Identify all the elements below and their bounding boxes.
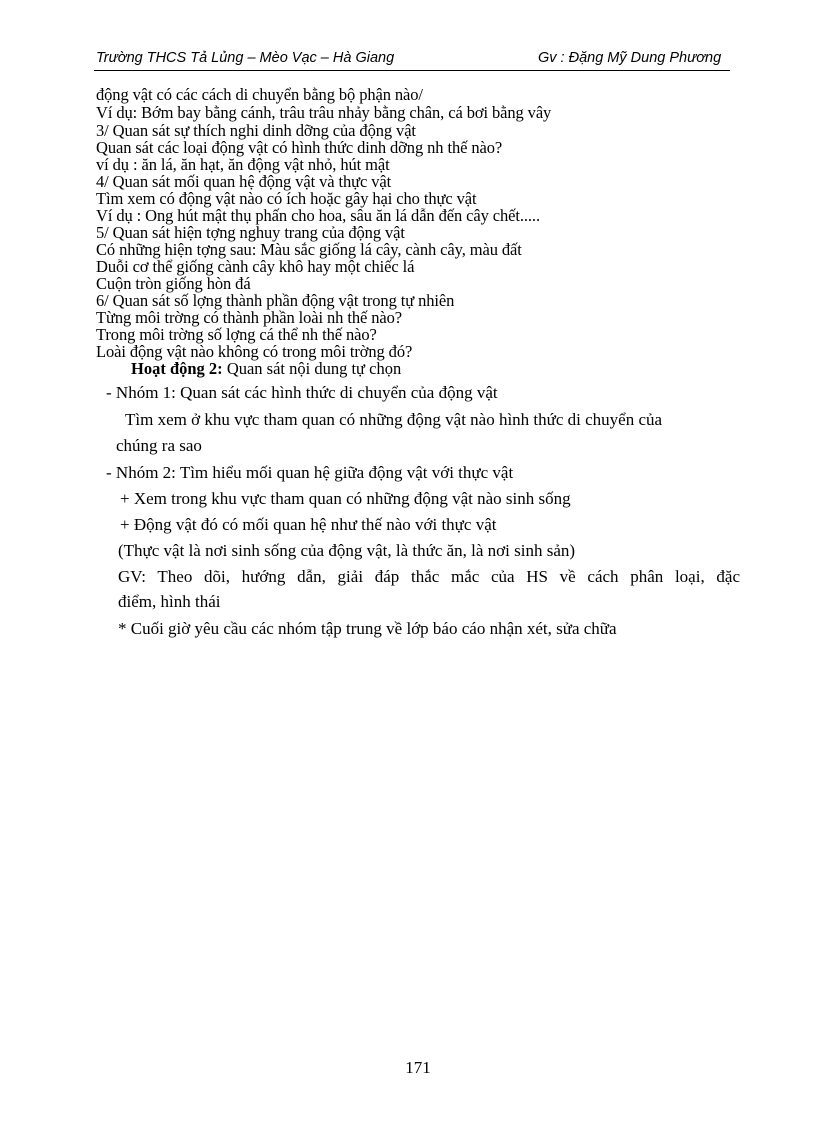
activity-title-rest: Quan sát nội dung tự chọn [222,359,402,378]
text-line: Quan sát các loại động vật có hình thức dinh dỡng nh thế nào? [96,138,503,157]
text-line: Loài động vật nào không có trong môi trờng đó? [96,342,413,361]
text-line: 5/ Quan sát hiện tợng nghuy trang của động vật [96,223,405,242]
text-line: động vật có các cách di chuyển bằng bộ phận nào/ [96,85,423,104]
page-number: 171 [405,1058,431,1077]
group1-text-cont: chúng ra sao [116,436,202,455]
text-line: Trong môi trờng số lợng cá thể nh thế nào? [96,325,377,344]
page-header [0,46,816,70]
group2-note: (Thực vật là nơi sinh sống của động vật, là thức ăn, là nơi sinh sản) [118,541,576,560]
group2-heading: - Nhóm 2: Tìm hiểu mối quan hệ giữa động vật với thực vật [106,463,514,482]
text-line: Tìm xem có động vật nào có ích hoặc gây hại cho thực vật [96,189,477,208]
text-line: Ví dụ: Bớm bay bằng cánh, trâu trâu nhảy bằng chân, cá bơi bằng vây [96,103,552,122]
header-divider [94,70,730,71]
teacher-guidance: GV: Theo dõi, hướng dẫn, giải đáp thắc mắc của HS về cách phân loại, đặc [118,567,740,586]
teacher-guidance-cont: điểm, hình thái [118,592,221,611]
activity-title-bold: Hoạt động 2: [131,359,223,378]
group1-heading: - Nhóm 1: Quan sát các hình thức di chuyển của động vật [106,383,498,402]
text-line: Từng môi trờng có thành phần loài nh thế nào? [96,308,402,327]
text-line: Ví dụ : Ong hút mật thụ phấn cho hoa, sâu ăn lá dẫn đến cây chết..... [96,206,540,225]
group1-text: Tìm xem ở khu vực tham quan có những động vật nào hình thức di chuyển của [125,410,663,429]
text-line: Duỗi cơ thể giống cành cây khô hay một chiếc lá [96,257,415,276]
teacher-name: Gv : Đặng Mỹ Dung Phương [538,50,722,66]
text-line: 3/ Quan sát sự thích nghi dinh dỡng của động vật [96,121,416,140]
group2-item: + Xem trong khu vực tham quan có những động vật nào sinh sống [120,489,571,508]
text-line: ví dụ : ăn lá, ăn hạt, ăn động vật nhỏ, hút mật [96,155,390,174]
text-line: 6/ Quan sát số lợng thành phần động vật trong tự nhiên [96,291,455,310]
text-line: Cuộn tròn giống hòn đá [96,274,251,293]
closing-instruction: * Cuối giờ yêu cầu các nhóm tập trung về lớp báo cáo nhận xét, sửa chữa [118,619,617,638]
activity-heading [131,360,401,378]
group2-item: + Động vật đó có mối quan hệ như thế nào với thực vật [120,515,497,534]
text-line: Có những hiện tợng sau: Màu sắc giống lá cây, cành cây, màu đất [96,240,522,259]
text-line: 4/ Quan sát mối quan hệ động vật và thực vật [96,172,392,191]
school-name: Trường THCS Tả Lủng – Mèo Vạc – Hà Giang [96,50,395,66]
